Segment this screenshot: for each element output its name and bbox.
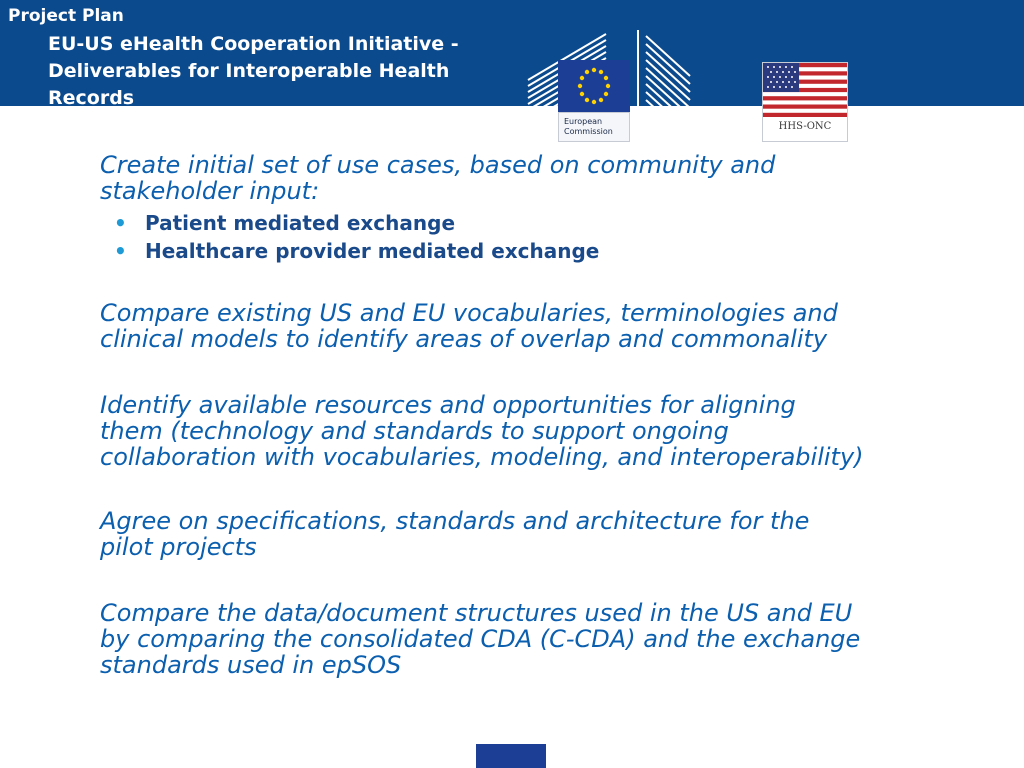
us-flag-icon <box>763 63 847 117</box>
page-title-line: Records <box>48 87 135 109</box>
paragraph-line: by comparing the consolidated CDA (C-CDA) and the exchange <box>100 625 861 653</box>
bullet-item-label: Healthcare provider mediated exchange <box>145 239 600 263</box>
section-label: Project Plan <box>8 6 124 26</box>
footer-eu-flag-icon <box>476 744 546 768</box>
paragraph-line: Compare the data/document structures used in the US and EU <box>100 599 853 627</box>
paragraph-line: Identify available resources and opportunities for aligning <box>100 391 796 419</box>
bullet-item <box>114 238 599 264</box>
paragraph-use-cases <box>100 152 775 204</box>
bullet-dot-icon: • <box>114 211 127 235</box>
paragraph-structures <box>100 600 860 678</box>
page-title <box>48 31 568 112</box>
hhs-onc-label: HHS-ONC <box>778 121 832 132</box>
hhs-onc-logo <box>762 62 848 142</box>
eu-stars-icon <box>558 60 630 112</box>
paragraph-line: clinical models to identify areas of overlap and commonality <box>100 325 828 353</box>
page-title-line: Deliverables for Interoperable Health <box>48 60 450 82</box>
use-case-bullet-list <box>114 210 599 266</box>
bullet-dot-icon: • <box>114 239 127 263</box>
bullet-item-label: Patient mediated exchange <box>145 211 456 235</box>
header-bar <box>0 0 1024 109</box>
paragraph-vocabularies <box>100 300 838 352</box>
bullet-item <box>114 210 599 236</box>
paragraph-line: them (technology and standards to support ongoing <box>100 417 729 445</box>
paragraph-line: stakeholder input: <box>100 177 320 205</box>
european-commission-label <box>558 112 630 142</box>
paragraph-line: Create initial set of use cases, based on community and <box>100 151 776 179</box>
paragraph-specifications <box>100 508 809 560</box>
page-title-line: EU-US eHealth Cooperation Initiative - <box>48 33 459 55</box>
paragraph-line: pilot projects <box>100 533 257 561</box>
paragraph-line: collaboration with vocabularies, modeling, and interoperability) <box>100 443 864 471</box>
paragraph-line: standards used in epSOS <box>100 651 402 679</box>
eu-flag-icon <box>558 60 630 112</box>
european-commission-label-line: Commission <box>564 127 613 136</box>
paragraph-line: Compare existing US and EU vocabularies, terminologies and <box>100 299 838 327</box>
european-commission-label-line: European <box>564 117 603 126</box>
paragraph-resources <box>100 392 864 470</box>
paragraph-line: Agree on specifications, standards and architecture for the <box>100 507 810 535</box>
